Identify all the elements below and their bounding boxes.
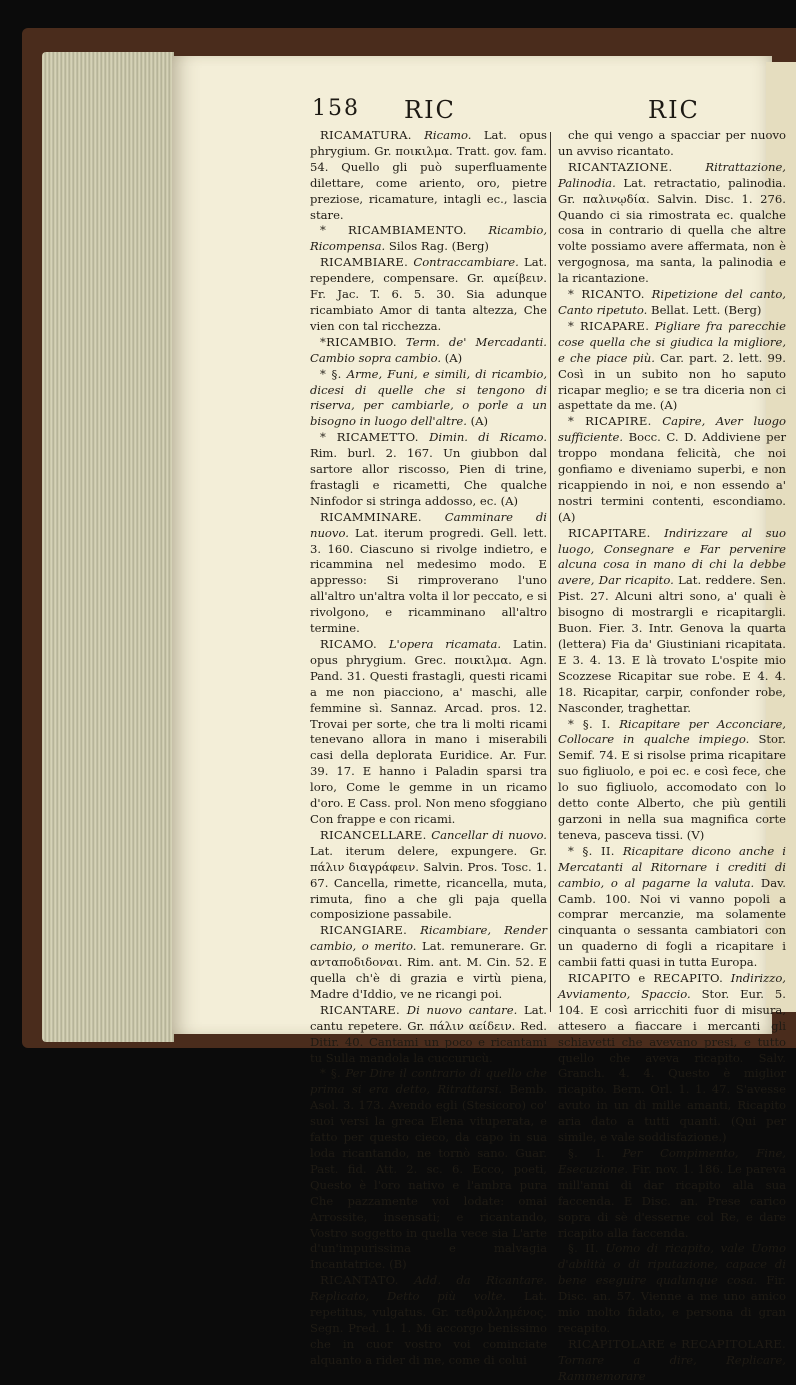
definition: Ricambiare, Render cambio, o merito. xyxy=(310,923,547,954)
definition: Add. da Ricantare. Replicato, Detto più volte. xyxy=(310,1273,548,1304)
definition: Pigliare fra parecchie cose quella che si giudica la migliore, e che piace più. xyxy=(558,318,786,365)
dictionary-entry xyxy=(310,637,547,828)
definition: Indirizzo, Avviamento, Spaccio. xyxy=(558,971,786,1001)
entry-text: Bellat. Lett. (Berg) xyxy=(651,302,762,317)
dictionary-entry xyxy=(558,844,786,971)
headword: §. I. xyxy=(568,1146,605,1160)
dictionary-entry xyxy=(558,971,786,1146)
headword: RICAMBIARE. xyxy=(320,255,409,270)
left-running-title: RIC xyxy=(404,96,456,124)
definition: Per Compimento, Fine, Esecuzione. xyxy=(558,1146,786,1176)
definition: Per Dire il contrario di quello che prima si era detto, Ritrattarsi. xyxy=(310,1066,547,1097)
entry-text: Bemb. Asol. 3. 173. Avendo egli (Stesicoro) co' suoi versi la greca Elena vituperata, e fatto per questo cieco, da capo in sua loda ricantando, ne tornò sano. Guar. Past. fid. Att. 2. sc. 6. Ecco, poeti, Questo è l'oro nativo e l'ambra pura Che pazzamente voi lodate: omai Arrossite, insensati; e ricantando, Vostro soggetto in quella vece sia L'arte d'un'impurissima e malvagia Incantatrice. (B) xyxy=(310,1082,547,1272)
definition: Tornare a dire, Replicare, Rammemorare xyxy=(558,1352,786,1383)
entry-text: Lat. remunerare. Gr. ανταποδιδοναι. Rim. ant. M. Cin. 52. E quella ch'è di grazia e virtù piena, Madre d'Iddio, ve ne ricangi poi. xyxy=(310,939,548,1001)
entry-text: Lat. retractatio, palinodia. Gr. παλινῳδία. Salvin. Disc. 1. 276. Quando ci sia rimostrata ec. qualche cosa in contrario di quella che altre volte possiamo avere affermata, non è vergognosa, ma santa, la palinodia e la ricantazione. xyxy=(558,175,786,286)
dictionary-entry xyxy=(558,160,786,287)
entry-text: Stor. Semif. 74. E si risolse prima ricapitare suo figliuolo, e poi ec. e così fece, che lo suo figliuolo, accomodato con lo detto conte Alberto, che più gentili garzoni in nella sua magnifica corte teneva, pasceva tissi. (V) xyxy=(558,732,786,842)
headword: RICANTARE. xyxy=(320,1002,401,1017)
dictionary-entry xyxy=(310,223,547,255)
definition: Ricapitare dicono anche i Mercatanti al Ritornare i crediti di cambio, o al pagarne la valuta. xyxy=(558,843,786,890)
headword: RICAMATURA. xyxy=(320,128,412,142)
entry-text: Silos Rag. (Berg) xyxy=(388,239,489,254)
entry-text: Lat. opus phrygium. Gr. ποικιλμα. Tratt. gov. fam. 54. Quello gli può superfluamente dilettare, come ariento, oro, pietre preziose, ricamature, intagli ec., lascia stare. xyxy=(310,128,548,222)
dictionary-entry xyxy=(310,128,547,223)
left-column xyxy=(310,128,548,1367)
headword: * RICANTO. xyxy=(568,287,645,302)
entry-text: Lat. repetitus, vulgatus. Gr. τεθρυλλημένος. Segn. Pred. 1. 1. Mi accorgo benissimo che in cuor vostro voi cominciate alquanto a rider di me, come di colui xyxy=(310,1289,547,1367)
headword: * §. xyxy=(320,1066,341,1081)
entry-text: Lat. iterum progredi. Gell. lett. 3. 160. Ciascuno si rivolge indietro, e ricammina nel medesimo modo. E appresso: Si rimproverano l'uno all'altro un'altra volta il lor peccato, e si rivolgono, e ricamminano all'altro termine. xyxy=(310,525,548,636)
headword: * §. II. xyxy=(568,843,615,858)
definition: Ricapitare per Acconciare, Collocare in qualche impiego. xyxy=(558,716,786,747)
dictionary-entry xyxy=(558,526,786,717)
entry-text: (A) xyxy=(470,414,489,429)
right-running-title: RIC xyxy=(648,96,700,124)
dictionary-entry xyxy=(558,128,786,160)
entry-text: Bocc. C. D. Addiviene per troppo mondana felicità, che noi gonfiamo e diveniamo superbi, e non ricappiendo in noi, e non essendo a' nostri termini contenti, escondiamo. (A) xyxy=(558,430,786,524)
definition: Camminare di nuovo. xyxy=(310,509,548,540)
dictionary-entry xyxy=(558,717,786,844)
right-column xyxy=(558,128,787,1383)
dictionary-entry xyxy=(310,430,547,510)
entry-text: Lat. rependere, compensare. Gr. αμείβειν. Fr. Jac. T. 6. 5. 30. Sia adunque ricambiato Amor di tanta altezza, Che vien con tal ricchezza. xyxy=(310,255,548,333)
entry-text: Fir. Disc. an. 57. Vienne a me uno amico mio molto fidato, e persona di gran recapito. xyxy=(558,1273,786,1335)
page-number: 158 xyxy=(312,96,360,121)
entry-text: Lat. iterum delere, expungere. Gr. πάλιν διαγράφειν. Salvin. Pros. Tosc. 1. 67. Cancella, rimette, ricancella, muta, rimuta, fino a che gli paja quella composizione passabile. xyxy=(310,843,547,922)
definition: Ricambio, Ricompensa. xyxy=(310,223,548,254)
dictionary-entry xyxy=(558,319,786,414)
headword: RICAPITO e RECAPITO. xyxy=(568,971,724,986)
definition: Ripetizione del canto, Canto ripetuto. xyxy=(558,287,786,317)
headword: * RICAMETTO. xyxy=(320,430,419,445)
dictionary-entry xyxy=(310,828,547,923)
definition: Arme, Funi, e simili, di ricambio, dicesi di quelle che si tengono di riserva, per cambiarle, o porle a un bisogno in luogo dell'altre. xyxy=(310,366,547,429)
dictionary-entry xyxy=(310,335,547,367)
entry-text: (A) xyxy=(444,350,463,365)
page-edges xyxy=(42,52,174,1042)
headword: RICAPITOLARE e RECAPITOLARE. xyxy=(568,1336,786,1351)
definition: Cancellar di nuovo. xyxy=(431,827,547,842)
definition: Term. de' Mercadanti. Cambio sopra cambio. xyxy=(310,334,547,365)
definition: Dimin. di Ricamo. xyxy=(429,430,548,445)
headword: * §. I. xyxy=(568,716,611,731)
definition: Uomo di ricapito, vale Uomo d'abilità o di riputazione, capace di bene eseguire qualunque cosa. xyxy=(558,1241,787,1288)
dictionary-entry xyxy=(310,923,547,1003)
definition: Ritrattazione, Palinodia. xyxy=(558,159,786,190)
headword: RICAMO. xyxy=(320,637,378,651)
definition: Contraccambiare. xyxy=(413,255,519,270)
definition: Capire, Aver luogo sufficiente. xyxy=(558,414,786,445)
headword: RICAMMINARE. xyxy=(320,509,422,524)
definition: Ricamo. xyxy=(424,128,472,142)
headword: * RICAPARE. xyxy=(568,318,650,333)
headword: * §. xyxy=(320,366,342,381)
entry-text: Rim. burl. 2. 167. Un giubbon dal sartore allor riscosso, Pien di trine, frastagli e ricametti, Che qualche Ninfodor si stringa addosso, ec. (A) xyxy=(310,446,547,508)
entry-text: Dav. Camb. 100. Noi vi vanno popoli a comprar mercanzie, ma solamente cinquanta o sessanta cambiatori con un quaderno di fogli a ricapitare i cambii fatti quasi in tutta Europa. xyxy=(558,875,786,970)
headword: RICANGIARE. xyxy=(320,923,408,938)
dictionary-entry xyxy=(558,1146,786,1241)
definition: L'opera ricamata. xyxy=(388,637,502,651)
entry-text: Stor. Eur. 5. 104. E così arricchiti fuor di misura, attesero a fiaccare i mercanti gli schiavetti che avevano presi, e tutto quello che aveva ricapito. Salv. Granch. 4. 4. Questo è miglior ricapito. Bern. Orl. 1. 1. 47. S'avesse avuto in un dì mille amanti, Ricapito aria dato a tutti quanti. (Qui per simile, e vale soddisfazione.) xyxy=(558,986,786,1145)
definition: Di nuovo cantare. xyxy=(406,1002,518,1017)
entry-text: Fir. nov. 1. 186. Le pareva mill'anni di dar ricapito alla sua faccenda. E Disc. an. Prese carico sopra di sè d'esserne col Re, e dare ricapito alla faccenda. xyxy=(558,1161,786,1240)
dictionary-entry xyxy=(310,1273,547,1368)
dictionary-entry xyxy=(310,367,547,431)
dictionary-entry xyxy=(558,414,786,525)
entry-text: Car. part. 2. lett. 99. Così in un subito non ho saputo ricapar meglio; e se tra diceria non ci aspettate da me. (A) xyxy=(558,350,786,413)
entry-text: Lat. cantu repetere. Gr. πάλιν αείδειν. Red. Ditir. 40. Cantami un poco e ricantami tu Sulla mandola la cuccurucù. xyxy=(310,1002,547,1065)
headword: RICAPITARE. xyxy=(568,525,651,540)
dictionary-entry xyxy=(310,1066,547,1273)
headword: RICANTATO. xyxy=(320,1273,399,1288)
running-header xyxy=(312,96,732,130)
headword: RICANCELLARE. xyxy=(320,827,427,842)
headword: * RICAMBIAMENTO. xyxy=(320,223,467,238)
dictionary-entry xyxy=(310,1003,547,1067)
entry-text: Lat. reddere. Sen. Pist. 27. Alcuni altri sono, a' quali è bisogno di mostrargli e ricapitargli. Buon. Fier. 3. Intr. Genova la quarta (lettera) Fia da' Giustiniani ricapitata. E 3. 4. 13. E là trovato L'ospite mio Scozzese Ricapitar sue robe. E 4. 4. 18. Ricapitar, carpir, confonder robe, Nasconder, traghettar. xyxy=(558,573,787,715)
dictionary-entry xyxy=(558,1241,786,1336)
dictionary-entry xyxy=(310,510,547,637)
headword: RICANTAZIONE. xyxy=(568,159,673,174)
dictionary-entry xyxy=(310,255,547,335)
headword: *RICAMBIO. xyxy=(320,334,397,349)
dictionary-entry xyxy=(558,287,786,319)
entry-text: Latin. opus phrygium. Grec. ποικιλμα. Agn. Pand. 31. Questi frastagli, questi ricami a me non piacciono, a' maschi, alle femmine sì. Sannaz. Arcad. pros. 12. Trovai per sorte, che tra li molti ricami tenevano allora in mano i miserabili casi della deplorata Euridice. Ar. Fur. 39. 17. E hanno i Paladin sparsi tra loro, Come le gemme in un ricamo d'oro. E Cass. prol. Non meno sfoggiano Con frappe e con ricami. xyxy=(310,637,547,826)
dictionary-entry xyxy=(558,1337,786,1385)
entry-text: che qui vengo a spacciar per nuovo un avviso ricantato. xyxy=(558,128,786,158)
headword: §. II. xyxy=(568,1241,599,1256)
column-divider xyxy=(550,132,551,1012)
definition: Indirizzare al suo luogo, Consegnare e Far pervenire alcuna cosa in mano di chi la debbe avere, Dar ricapito. xyxy=(558,525,786,588)
headword: * RICAPIRE. xyxy=(568,414,652,429)
